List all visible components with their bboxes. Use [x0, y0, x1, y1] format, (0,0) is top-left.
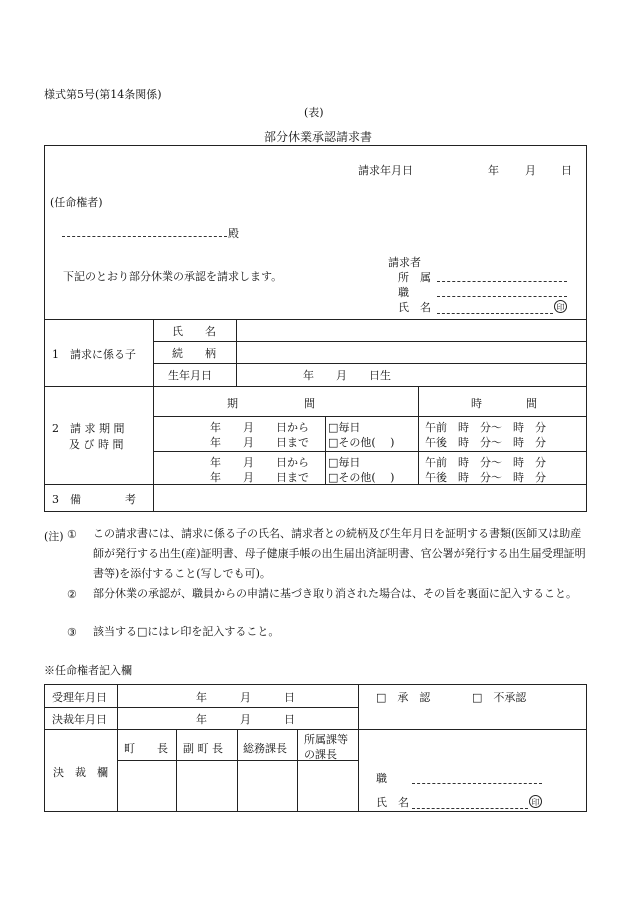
- authority-name-field[interactable]: [62, 236, 227, 237]
- pm-time: 午後 時 分～ 時 分: [425, 436, 546, 449]
- kessai-label: 決 裁 欄: [53, 766, 108, 779]
- requester-name-field[interactable]: [437, 313, 553, 314]
- remarks-field[interactable]: [157, 487, 585, 510]
- request-date-label: 請求年月日: [358, 164, 413, 177]
- daily-checkbox[interactable]: □毎日: [328, 456, 361, 469]
- approve-checkbox[interactable]: □ 承 認: [376, 691, 431, 704]
- position-label: 職: [398, 286, 409, 299]
- authority-label: (任命権者): [50, 196, 103, 209]
- disapprove-checkbox[interactable]: □ 不承認: [472, 691, 527, 704]
- period-from: 年 月 日から: [210, 421, 309, 434]
- notes-prefix: (注): [44, 530, 64, 543]
- child-birth-value: 年 月 日生: [303, 369, 391, 382]
- period-header: 期 間: [227, 397, 315, 410]
- received-date-value: 年 月 日: [196, 691, 295, 704]
- period-to: 年 月 日まで: [210, 436, 309, 449]
- requester-seal-icon: 印: [554, 300, 567, 313]
- affiliation-label: 所 属: [398, 271, 431, 284]
- form-number: 様式第5号(第14条関係): [44, 88, 162, 101]
- position-field[interactable]: [437, 296, 567, 297]
- col-deputy-mayor: 副 町 長: [183, 742, 223, 755]
- form-side: (表): [304, 106, 324, 119]
- authority-position-label: 職: [376, 772, 387, 785]
- child-section-label: 1 請求に係る子: [52, 348, 136, 361]
- note-mark: ③: [67, 626, 77, 639]
- col-mayor: 町 長: [124, 742, 168, 755]
- daily-checkbox[interactable]: □毎日: [328, 421, 361, 434]
- child-name-label: 氏 名: [172, 325, 216, 338]
- remarks-label: 3 備 考: [52, 493, 136, 506]
- authority-name-field[interactable]: [412, 808, 528, 809]
- note-text: この請求書には、請求に係る子の氏名、請求者との続柄及び生年月日を証明する書類(医師又は助産師が発行する出生(産)証明書、母子健康手帳の出生届出済証明書、官公署が発行する出生届受理証明書等)を添付すること(写しでも可)。: [93, 527, 586, 580]
- authority-seal-icon: 印: [529, 795, 542, 808]
- affiliation-field[interactable]: [437, 281, 567, 282]
- note-mark: ②: [67, 588, 77, 601]
- request-date-month: 月: [525, 164, 536, 177]
- note-mark: ①: [67, 528, 77, 541]
- period-from: 年 月 日から: [210, 456, 309, 469]
- period-to: 年 月 日まで: [210, 471, 309, 484]
- requester-name-label: 氏 名: [398, 301, 431, 314]
- received-date-label: 受理年月日: [52, 691, 107, 704]
- decided-date-label: 決裁年月日: [52, 713, 107, 726]
- authority-position-field[interactable]: [412, 783, 542, 784]
- period-section-label-1: 2 請 求 期 間: [52, 422, 125, 435]
- requester-label: 請求者: [388, 256, 421, 269]
- child-birth-label: 生年月日: [168, 369, 212, 382]
- decided-date-value: 年 月 日: [196, 713, 295, 726]
- am-time: 午前 時 分～ 時 分: [425, 456, 546, 469]
- authority-section-title: ※任命権者記入欄: [44, 664, 132, 677]
- period-section-label-2: 及 び 時 間: [69, 438, 124, 451]
- child-relation-label: 続 柄: [172, 347, 216, 360]
- other-checkbox[interactable]: □その他( ): [328, 471, 395, 484]
- note-text: 該当する□にはレ印を記入すること。: [93, 625, 280, 638]
- form-title: 部分休業承認請求書: [264, 130, 373, 144]
- am-time: 午前 時 分～ 時 分: [425, 421, 546, 434]
- other-checkbox[interactable]: □その他( ): [328, 436, 395, 449]
- honorific: 殿: [228, 227, 239, 240]
- child-name-field[interactable]: [240, 322, 585, 340]
- request-date-year: 年: [488, 164, 499, 177]
- time-header: 時 間: [471, 397, 537, 410]
- request-intro: 下記のとおり部分休業の承認を請求します。: [63, 270, 283, 283]
- authority-name-label: 氏 名: [376, 796, 409, 809]
- col-section-chief: 所属課等の課長: [304, 733, 348, 761]
- child-relation-field[interactable]: [240, 344, 585, 362]
- pm-time: 午後 時 分～ 時 分: [425, 471, 546, 484]
- note-text: 部分休業の承認が、職員からの申請に基づき取り消された場合は、その旨を裏面に記入すること。: [93, 587, 577, 600]
- col-general-affairs: 総務課長: [243, 742, 287, 755]
- request-date-day: 日: [561, 164, 572, 177]
